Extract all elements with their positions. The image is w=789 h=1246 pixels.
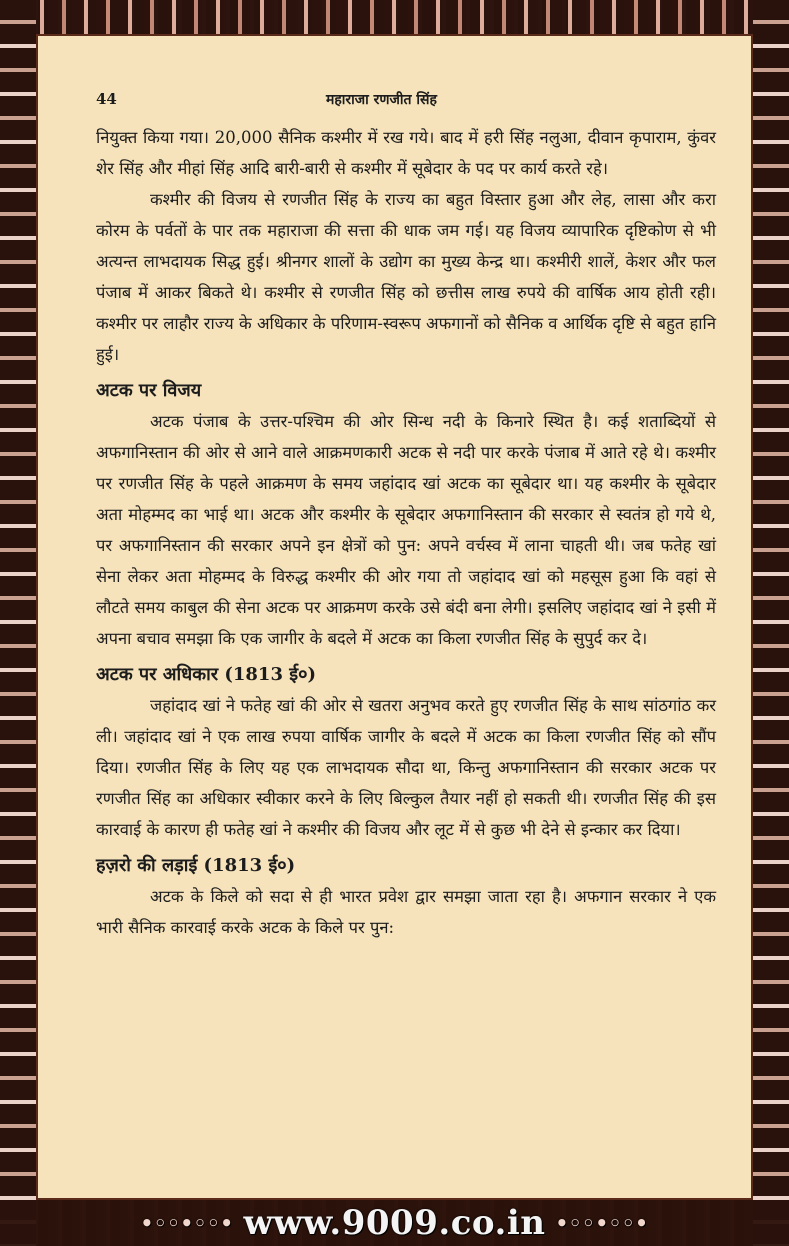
book-page <box>36 34 753 1200</box>
watermark-text: www.9009.co.in <box>243 1203 546 1243</box>
heading-attock-victory: अटक पर विजय <box>96 380 202 401</box>
frame-border-top <box>0 0 789 34</box>
paragraph-3: अटक पंजाब के उत्तर-पश्चिम की ओर सिन्ध नदी के किनारे स्थित है। कई शताब्दियों से अफगानिस्तान की ओर से आने वाले आक्रमणकारी अटक से नदी पार करके पंजाब में आते रहे थे। कश्मीर पर रणजीत सिंह के पहले आक्रमण के समय जहांदाद खां अटक का सूबेदार था। यह कश्मीर के सूबेदार अता मोहम्मद का भाई था। अटक और कश्मीर के सूबेदार अफगानिस्तान की सरकार से स्वतंत्र हो गये थे, पर अफगानिस्तान की सरकार अपने इन क्षेत्रों को पुन: अपने वर्चस्व में लाना चाहती थी। जब फतेह खां सेना लेकर अता मोहम्मद के विरुद्ध कश्मीर की ओर गया तो जहांदाद खां को महसूस हुआ कि वहां से लौटते समय काबुल की सेना अटक पर आक्रमण करके उसे बंदी बना लेगी। इसलिए जहांदाद खां ने इसी में अपना बचाव समझा कि एक जागीर के बदले में अटक का किला रणजीत सिंह के सुपुर्द कर दे। <box>96 412 716 648</box>
ornament-left: •◦◦•◦◦• <box>140 1211 234 1235</box>
ornament-right: •◦◦•◦◦• <box>555 1211 649 1235</box>
paragraph-4: जहांदाद खां ने फतेह खां की ओर से खतरा अनुभव करते हुए रणजीत सिंह के साथ सांठगांठ कर ली। जहांदाद खां ने एक लाख रुपया वार्षिक जागीर के बदले में अटक का किला रणजीत सिंह को सौंप दिया। रणजीत सिंह के लिए यह एक लाभदायक सौदा था, किन्तु अफगानिस्तान की सरकार अटक पर रणजीत सिंह का अधिकार स्वीकार करने के लिए बिल्कुल तैयार नहीं हो सकती थी। रणजीत सिंह की इस कारवाई के कारण ही फतेह खां ने कश्मीर की विजय और लूट में से कुछ भी देने से इन्कार कर दिया। <box>96 696 716 839</box>
frame-border-right <box>753 0 789 1246</box>
paragraph-2: कश्मीर की विजय से रणजीत सिंह के राज्य का बहुत विस्तार हुआ और लेह, लासा और करा कोरम के पर्वतों के पार तक महाराजा की सत्ता की धाक जम गई। यह विजय व्यापारिक दृष्टिकोण से भी अत्यन्त लाभदायक सिद्ध हुई। श्रीनगर शालों के उद्योग का मुख्य केन्द्र था। कश्मीरी शालें, केशर और फल पंजाब में आकर बिकते थे। कश्मीर से रणजीत सिंह को छत्तीस लाख रुपये की वार्षिक आय होती रही। कश्मीर पर लाहौर राज्य के अधिकार के परिणाम-स्वरूप अफगानों को सैनिक व आर्थिक दृष्टि से बहुत हानि हुई। <box>96 190 716 364</box>
running-title: महाराजा रणजीत सिंह <box>326 91 437 108</box>
paragraph-5: अटक के किले को सदा से ही भारत प्रवेश द्वार समझा जाता रहा है। अफगान सरकार ने एक भारी सैनिक कारवाई करके अटक के किले पर पुन: <box>96 887 716 937</box>
page-content <box>96 122 716 943</box>
page-header <box>96 84 716 114</box>
paragraph-1: नियुक्त किया गया। 20,000 सैनिक कश्मीर में रख गये। बाद में हरी सिंह नलुआ, दीवान कृपाराम, कुंवर शेर सिंह और मीहां सिंह आदि बारी-बारी से कश्मीर में सूबेदार के पद पर कार्य करते रहे। <box>96 128 716 178</box>
heading-attock-control: अटक पर अधिकार (1813 ई०) <box>96 664 316 685</box>
page-number: 44 <box>96 90 117 108</box>
frame-border-left <box>0 0 36 1246</box>
heading-hazro-battle: हज़रो की लड़ाई (1813 ई०) <box>96 855 296 876</box>
watermark-bar <box>0 1200 789 1246</box>
